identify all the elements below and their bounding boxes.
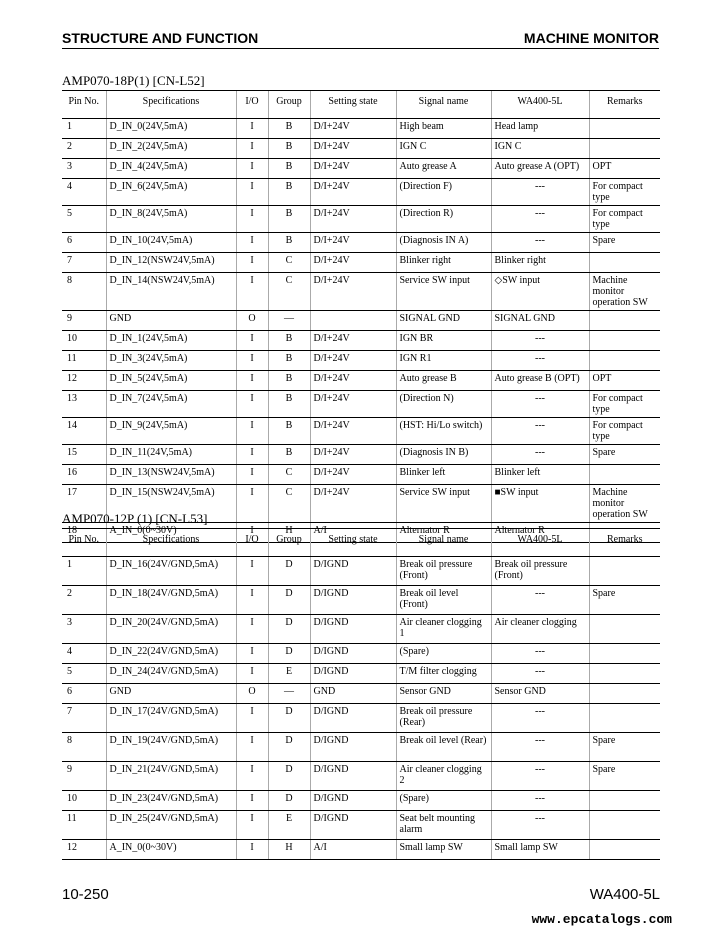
table-cell: D_IN_6(24V,5mA)	[106, 179, 236, 206]
table-cell: I	[236, 273, 268, 311]
table-cell: 12	[62, 371, 106, 391]
table-cell: —	[268, 684, 310, 704]
table-cell: I	[236, 615, 268, 644]
table-cell: Machine monitor operation SW	[589, 485, 660, 523]
table-cell: C	[268, 253, 310, 273]
table-cell: I	[236, 371, 268, 391]
table-cell: ---	[491, 664, 589, 684]
table-cell: D_IN_21(24V/GND,5mA)	[106, 762, 236, 791]
table-cell: ---	[491, 391, 589, 418]
table-cell: SIGNAL GND	[396, 311, 491, 331]
table-cell: Sensor GND	[491, 684, 589, 704]
table-row	[62, 233, 660, 253]
table-cell: 11	[62, 811, 106, 840]
table-cell: ---	[491, 233, 589, 253]
table-cell: Auto grease B (OPT)	[491, 371, 589, 391]
column-header: Signal name	[396, 529, 491, 557]
column-header: Setting state	[310, 529, 396, 557]
table-cell: I	[236, 139, 268, 159]
table-cell: Air cleaner clogging 2	[396, 762, 491, 791]
connector-table-1	[62, 90, 660, 543]
table-row	[62, 684, 660, 704]
table-cell: GND	[106, 311, 236, 331]
table-cell: D_IN_17(24V/GND,5mA)	[106, 704, 236, 733]
table-row	[62, 586, 660, 615]
table-cell: 18	[62, 523, 106, 543]
table-cell: 1	[62, 119, 106, 139]
table-cell: D/I+24V	[310, 465, 396, 485]
table-cell: D/IGND	[310, 811, 396, 840]
table-cell	[589, 811, 660, 840]
table-cell: (HST: Hi/Lo switch)	[396, 418, 491, 445]
table-cell: Head lamp	[491, 119, 589, 139]
table-cell: I	[236, 523, 268, 543]
table-cell	[589, 331, 660, 351]
column-header: Pin No.	[62, 91, 106, 119]
table-cell: D_IN_4(24V,5mA)	[106, 159, 236, 179]
table-cell: I	[236, 811, 268, 840]
table-cell: (Direction N)	[396, 391, 491, 418]
table-row	[62, 704, 660, 733]
table-cell: D/I+24V	[310, 351, 396, 371]
table-cell: D_IN_8(24V,5mA)	[106, 206, 236, 233]
table-row	[62, 311, 660, 331]
table-cell: D/I+24V	[310, 418, 396, 445]
table-row	[62, 840, 660, 860]
table-cell: (Spare)	[396, 791, 491, 811]
table-cell: E	[268, 811, 310, 840]
table-cell: D/I+24V	[310, 273, 396, 311]
table-row	[62, 206, 660, 233]
table-cell: 10	[62, 791, 106, 811]
table-cell: D/IGND	[310, 704, 396, 733]
table-row	[62, 273, 660, 311]
table-cell: ■SW input	[491, 485, 589, 523]
table-cell: A/I	[310, 523, 396, 543]
table-cell: Spare	[589, 733, 660, 762]
table-cell: D/I+24V	[310, 159, 396, 179]
table-cell: B	[268, 371, 310, 391]
table-cell: D/IGND	[310, 664, 396, 684]
table2-title: AMP070-12P (1) [CN-L53]	[62, 511, 208, 526]
table-row	[62, 253, 660, 273]
header-left: STRUCTURE AND FUNCTION	[62, 30, 259, 46]
table-cell: D_IN_10(24V,5mA)	[106, 233, 236, 253]
table-cell: 11	[62, 351, 106, 371]
table-cell: Blinker right	[491, 253, 589, 273]
table-cell: 7	[62, 704, 106, 733]
table-cell: C	[268, 273, 310, 311]
table-cell: D_IN_1(24V,5mA)	[106, 331, 236, 351]
table-cell: D/I+24V	[310, 253, 396, 273]
table-cell	[589, 704, 660, 733]
table-cell: ---	[491, 791, 589, 811]
table-cell: IGN R1	[396, 351, 491, 371]
table-cell: D/I+24V	[310, 391, 396, 418]
table-cell: D/I+24V	[310, 119, 396, 139]
table-cell: ---	[491, 418, 589, 445]
table-cell: (Direction F)	[396, 179, 491, 206]
table-cell: B	[268, 179, 310, 206]
table-cell: Service SW input	[396, 485, 491, 523]
column-header: WA400-5L	[491, 91, 589, 119]
page-number: 10-250	[62, 886, 109, 903]
table-cell	[589, 557, 660, 586]
table-cell: For compact type	[589, 391, 660, 418]
table-cell: Auto grease B	[396, 371, 491, 391]
table-cell: I	[236, 119, 268, 139]
table-row	[62, 644, 660, 664]
table-cell: I	[236, 791, 268, 811]
table-cell: ---	[491, 644, 589, 664]
table-cell: D	[268, 644, 310, 664]
table-cell: D_IN_23(24V/GND,5mA)	[106, 791, 236, 811]
table-cell: OPT	[589, 371, 660, 391]
table-cell: 16	[62, 465, 106, 485]
table-cell: Alternator R	[491, 523, 589, 543]
table-row	[62, 139, 660, 159]
table-cell: 4	[62, 179, 106, 206]
table-cell: B	[268, 351, 310, 371]
table-cell: ---	[491, 762, 589, 791]
table-cell: D/I+24V	[310, 139, 396, 159]
table-cell: ---	[491, 445, 589, 465]
table-cell: 14	[62, 418, 106, 445]
column-header: Specifications	[106, 529, 236, 557]
table-cell: Blinker left	[491, 465, 589, 485]
column-header: Specifications	[106, 91, 236, 119]
table-row	[62, 119, 660, 139]
table-cell: D_IN_2(24V,5mA)	[106, 139, 236, 159]
table-row	[62, 791, 660, 811]
table-cell: For compact type	[589, 418, 660, 445]
table-cell: D	[268, 586, 310, 615]
table-cell: T/M filter clogging	[396, 664, 491, 684]
table-cell: H	[268, 840, 310, 860]
column-header: Setting state	[310, 91, 396, 119]
table-cell: B	[268, 391, 310, 418]
table-cell: 4	[62, 644, 106, 664]
table-cell: B	[268, 139, 310, 159]
table-cell: D_IN_5(24V,5mA)	[106, 371, 236, 391]
table-cell: 3	[62, 159, 106, 179]
column-header: I/O	[236, 91, 268, 119]
table-row	[62, 811, 660, 840]
table-cell: D_IN_12(NSW24V,5mA)	[106, 253, 236, 273]
table-row	[62, 331, 660, 351]
table-cell: D/IGND	[310, 615, 396, 644]
model-name: WA400-5L	[589, 886, 660, 903]
table1-title: AMP070-18P(1) [CN-L52]	[62, 73, 205, 88]
table-cell: Spare	[589, 762, 660, 791]
table-cell: 9	[62, 762, 106, 791]
table-cell: A/I	[310, 840, 396, 860]
page-header	[62, 30, 659, 49]
table-cell	[589, 644, 660, 664]
table-cell: SIGNAL GND	[491, 311, 589, 331]
table-cell: D_IN_18(24V/GND,5mA)	[106, 586, 236, 615]
table-cell: 9	[62, 311, 106, 331]
table-cell: Break oil level (Front)	[396, 586, 491, 615]
table-cell: Air cleaner clogging	[491, 615, 589, 644]
table-row	[62, 418, 660, 445]
table-cell: D/I+24V	[310, 331, 396, 351]
table-cell: I	[236, 179, 268, 206]
table-cell: Seat belt mounting alarm	[396, 811, 491, 840]
table-row	[62, 733, 660, 762]
table-cell: D/I+24V	[310, 233, 396, 253]
table-cell: B	[268, 418, 310, 445]
table-cell: (Spare)	[396, 644, 491, 664]
table-cell: D_IN_15(NSW24V,5mA)	[106, 485, 236, 523]
table-cell: D_IN_19(24V/GND,5mA)	[106, 733, 236, 762]
table-cell: 8	[62, 733, 106, 762]
table-cell: For compact type	[589, 179, 660, 206]
table-cell: Break oil level (Rear)	[396, 733, 491, 762]
table-cell: I	[236, 557, 268, 586]
table-cell: D_IN_25(24V/GND,5mA)	[106, 811, 236, 840]
table-row	[62, 159, 660, 179]
table-cell: I	[236, 644, 268, 664]
table-cell: I	[236, 465, 268, 485]
column-header: Group	[268, 91, 310, 119]
table-cell: D/IGND	[310, 791, 396, 811]
table-cell: E	[268, 664, 310, 684]
table-cell: D	[268, 557, 310, 586]
table-cell: D_IN_3(24V,5mA)	[106, 351, 236, 371]
table-cell: D_IN_7(24V,5mA)	[106, 391, 236, 418]
table-cell: 5	[62, 206, 106, 233]
table-cell: IGN BR	[396, 331, 491, 351]
table-cell	[589, 615, 660, 644]
watermark: www.epcatalogs.com	[531, 912, 672, 927]
table-cell: Sensor GND	[396, 684, 491, 704]
column-header: Remarks	[589, 529, 660, 557]
table-cell: D/IGND	[310, 644, 396, 664]
table-cell: I	[236, 485, 268, 523]
table-cell: 2	[62, 586, 106, 615]
table-cell: Air cleaner clogging 1	[396, 615, 491, 644]
table-cell: O	[236, 684, 268, 704]
table-cell: ---	[491, 733, 589, 762]
table-row	[62, 465, 660, 485]
table-cell: Auto grease A (OPT)	[491, 159, 589, 179]
table-cell: Break oil pressure (Front)	[491, 557, 589, 586]
table-cell: D/IGND	[310, 733, 396, 762]
table-row	[62, 762, 660, 791]
table-cell: D	[268, 704, 310, 733]
table-row	[62, 371, 660, 391]
column-header: Remarks	[589, 91, 660, 119]
table-cell	[589, 253, 660, 273]
table-cell: IGN C	[396, 139, 491, 159]
table-cell: D_IN_16(24V/GND,5mA)	[106, 557, 236, 586]
table-cell: D_IN_20(24V/GND,5mA)	[106, 615, 236, 644]
table-cell: D_IN_14(NSW24V,5mA)	[106, 273, 236, 311]
table-cell: D	[268, 791, 310, 811]
table-cell: 8	[62, 273, 106, 311]
table-cell: D_IN_24(24V/GND,5mA)	[106, 664, 236, 684]
table-cell	[589, 840, 660, 860]
table-cell: A_IN_0(0~30V)	[106, 840, 236, 860]
table-cell: 2	[62, 139, 106, 159]
table-cell: B	[268, 206, 310, 233]
table-cell: I	[236, 586, 268, 615]
table-cell: ---	[491, 704, 589, 733]
table-cell: B	[268, 159, 310, 179]
table-cell: GND	[106, 684, 236, 704]
table-row	[62, 179, 660, 206]
table-cell: I	[236, 664, 268, 684]
table-cell: ---	[491, 351, 589, 371]
table-cell: Alternator R	[396, 523, 491, 543]
table-cell: I	[236, 704, 268, 733]
table-cell: D/I+24V	[310, 445, 396, 465]
table-row	[62, 557, 660, 586]
table-cell: Small lamp SW	[491, 840, 589, 860]
table-cell: ---	[491, 206, 589, 233]
table-cell: D/I+24V	[310, 179, 396, 206]
table-cell: 12	[62, 840, 106, 860]
table-cell: 13	[62, 391, 106, 418]
table-cell: D_IN_9(24V,5mA)	[106, 418, 236, 445]
table-cell: I	[236, 233, 268, 253]
table-cell: ---	[491, 586, 589, 615]
table-cell: GND	[310, 684, 396, 704]
table-cell: Blinker left	[396, 465, 491, 485]
table-cell: Blinker right	[396, 253, 491, 273]
table-cell: I	[236, 351, 268, 371]
table-cell: D/IGND	[310, 762, 396, 791]
table-cell	[589, 664, 660, 684]
table-cell: B	[268, 233, 310, 253]
column-header: Pin No.	[62, 529, 106, 557]
table-cell: (Direction R)	[396, 206, 491, 233]
table-row	[62, 351, 660, 371]
table-cell: Small lamp SW	[396, 840, 491, 860]
table-cell: 1	[62, 557, 106, 586]
table-cell	[589, 311, 660, 331]
table-cell: (Diagnosis IN B)	[396, 445, 491, 465]
table-cell: D	[268, 615, 310, 644]
table-cell: Spare	[589, 233, 660, 253]
table-row	[62, 615, 660, 644]
table-cell: A_IN_0(0~30V)	[106, 523, 236, 543]
table-cell: 5	[62, 664, 106, 684]
table-cell: I	[236, 762, 268, 791]
table-cell: H	[268, 523, 310, 543]
table-cell: I	[236, 331, 268, 351]
table-cell	[589, 791, 660, 811]
table-cell: D	[268, 733, 310, 762]
table-cell: 15	[62, 445, 106, 465]
table-cell: I	[236, 206, 268, 233]
table-cell: Break oil pressure (Front)	[396, 557, 491, 586]
table-cell: O	[236, 311, 268, 331]
table-cell: Machine monitor operation SW	[589, 273, 660, 311]
table-row	[62, 445, 660, 465]
table-cell: Service SW input	[396, 273, 491, 311]
column-header: WA400-5L	[491, 529, 589, 557]
table-cell: 3	[62, 615, 106, 644]
table-row	[62, 391, 660, 418]
table-cell: —	[268, 311, 310, 331]
table-cell: D/I+24V	[310, 371, 396, 391]
column-header: I/O	[236, 529, 268, 557]
table-cell: ---	[491, 179, 589, 206]
table-cell	[310, 311, 396, 331]
table-cell: ◇SW input	[491, 273, 589, 311]
table-cell: Break oil pressure (Rear)	[396, 704, 491, 733]
table-cell: 17	[62, 485, 106, 523]
table-cell: C	[268, 465, 310, 485]
table-cell: D_IN_13(NSW24V,5mA)	[106, 465, 236, 485]
table-cell: Spare	[589, 445, 660, 465]
table-cell: ---	[491, 331, 589, 351]
column-header: Group	[268, 529, 310, 557]
table-cell: IGN C	[491, 139, 589, 159]
header-right: MACHINE MONITOR	[523, 30, 659, 46]
table-cell: I	[236, 840, 268, 860]
table-cell: 6	[62, 684, 106, 704]
table-cell: I	[236, 733, 268, 762]
table-cell: I	[236, 418, 268, 445]
table-cell: D/I+24V	[310, 206, 396, 233]
table-cell: D/IGND	[310, 586, 396, 615]
table-cell	[589, 465, 660, 485]
table-cell: D/IGND	[310, 557, 396, 586]
column-header: Signal name	[396, 91, 491, 119]
table-cell	[589, 351, 660, 371]
table-cell: B	[268, 445, 310, 465]
table-cell: I	[236, 391, 268, 418]
table-cell	[589, 139, 660, 159]
table-cell: D/I+24V	[310, 485, 396, 523]
table-cell: D_IN_11(24V,5mA)	[106, 445, 236, 465]
table-cell: I	[236, 159, 268, 179]
table-cell: (Diagnosis IN A)	[396, 233, 491, 253]
table-cell: I	[236, 253, 268, 273]
table-cell: B	[268, 119, 310, 139]
table-cell: D	[268, 762, 310, 791]
table-cell: D_IN_0(24V,5mA)	[106, 119, 236, 139]
connector-table-2	[62, 528, 660, 860]
table-cell: 10	[62, 331, 106, 351]
table-cell: 6	[62, 233, 106, 253]
table-cell	[589, 684, 660, 704]
table-cell: I	[236, 445, 268, 465]
table-cell: OPT	[589, 159, 660, 179]
table-cell: 7	[62, 253, 106, 273]
table-cell: C	[268, 485, 310, 523]
table-cell: High beam	[396, 119, 491, 139]
table-row	[62, 664, 660, 684]
table-cell: D_IN_22(24V/GND,5mA)	[106, 644, 236, 664]
table-cell: B	[268, 331, 310, 351]
table-cell: ---	[491, 811, 589, 840]
table-cell: Spare	[589, 586, 660, 615]
table-cell	[589, 119, 660, 139]
table-cell: Auto grease A	[396, 159, 491, 179]
table-cell: For compact type	[589, 206, 660, 233]
